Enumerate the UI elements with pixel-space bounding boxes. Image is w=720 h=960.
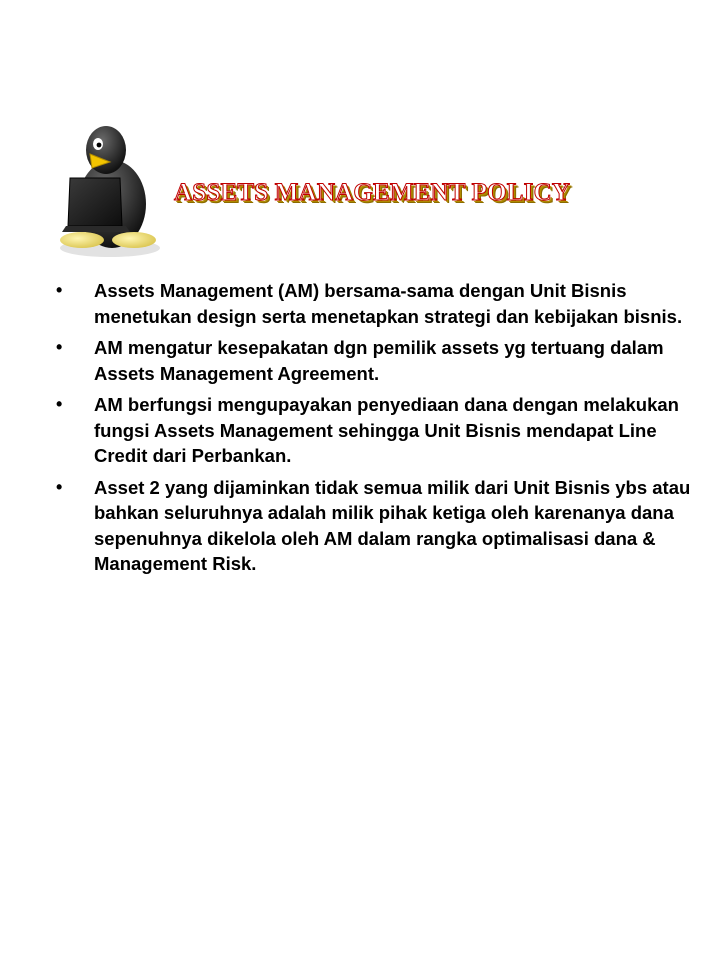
bullet-text: Assets Management (AM) bersama-sama dengan Unit Bisnis menetukan design serta menetapkan strategi dan kebijakan bisnis.	[94, 280, 683, 327]
bullet-marker: •	[56, 337, 63, 357]
bullet-list	[56, 278, 696, 583]
list-item	[56, 392, 696, 469]
bullet-marker: •	[56, 394, 63, 414]
bullet-marker: •	[56, 476, 63, 497]
bullet-text: Asset 2 yang dijaminkan tidak semua milik dari Unit Bisnis ybs atau bahkan seluruhnya adalah milik pihak ketiga oleh karenanya dana sepenuhnya dikelola oleh AM dalam rangka optimalisasi dana & Management Risk.	[94, 476, 691, 574]
list-item	[56, 475, 696, 577]
list-item	[56, 335, 696, 386]
penguin-with-laptop-icon	[54, 122, 166, 260]
list-item	[56, 278, 696, 329]
slide-title: ASSETS MANAGEMENT POLICY	[174, 179, 571, 206]
bullet-text: AM berfungsi mengupayakan penyediaan dana dengan melakukan fungsi Assets Management sehingga Unit Bisnis mendapat Line Credit dari Perbankan.	[94, 394, 679, 466]
bullet-text: AM mengatur kesepakatan dgn pemilik assets yg tertuang dalam Assets Management Agreement.	[94, 337, 664, 384]
bullet-marker: •	[56, 280, 63, 300]
